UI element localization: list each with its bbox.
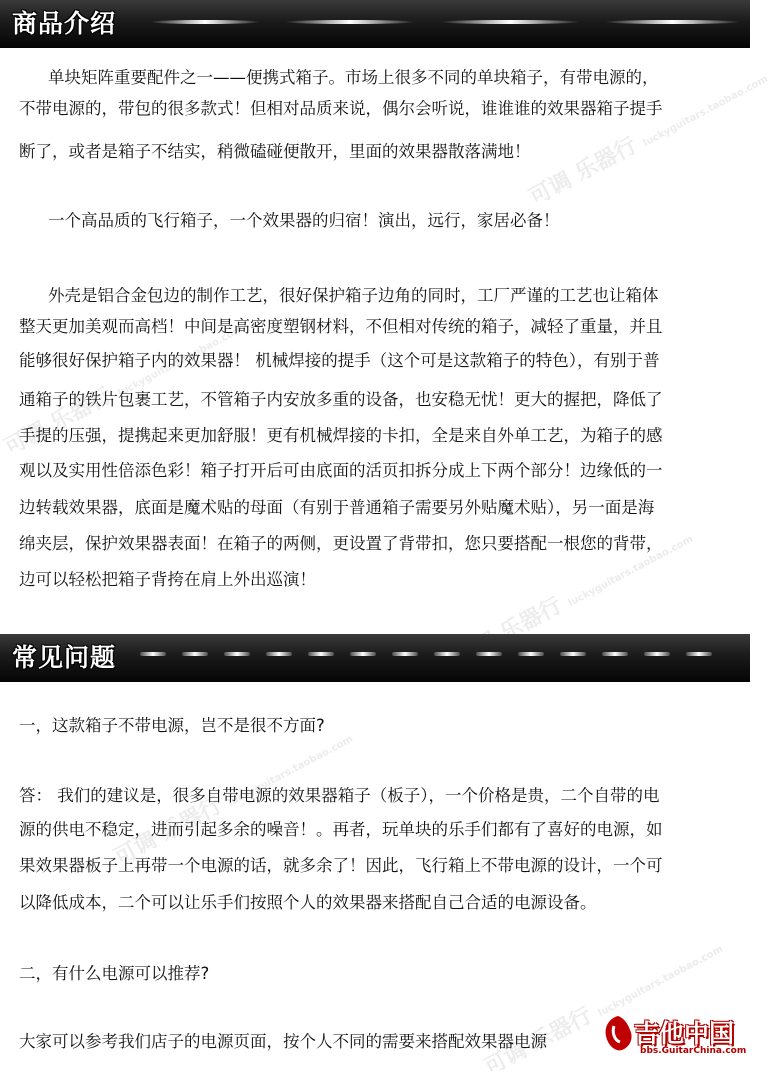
watermark: 可调 乐器行 luckyguitars.taobao.com [450,533,695,671]
watermark: 可调 乐器行 luckyguitars.taobao.com [525,73,770,211]
product-intro-line: 手提的压强，提携起来更加舒服！更有机械焊接的卡扣，全是来自外单工艺，为箱子的感 [19,426,663,445]
decor-swoosh [605,20,740,24]
faq-answer-line: 以降低成本，二个可以让乐手们按照个人的效果器来搭配自己合适的电源设备。 [19,893,597,912]
decor-dash [518,652,544,656]
watermark: 可调 乐器行 luckyguitars.taobao.com [0,323,245,461]
product-intro-line: 不带电源的，带包的很多款式！但相对品质来说，偶尔会听说，谁谁谁的效果器箱子提手 [19,99,663,118]
product-intro-line: 能够很好保护箱子内的效果器！ 机械焊接的提手（这个可是这款箱子的特色），有别于普 [19,351,660,370]
product-intro-line: 观以及实用性倍添色彩！箱子打开后可由底面的活页扣拆分成上下两个部分！边缘低的一 [19,461,663,480]
decor-dash [392,652,418,656]
faq-answer-line: 源的供电不稳定，进而引起多余的噪音！。再者，玩单块的乐手们都有了喜好的电源，如 [19,820,663,839]
faq-question: 一，这款箱子不带电源，岂不是很不方面? [19,716,325,735]
product-intro-line: 绵夹层，保护效果器表面！在箱子的两侧，更设置了背带扣，您只要搭配一根您的背带， [19,534,663,553]
decor-dash [686,652,712,656]
decor-dash [560,652,586,656]
faq-answer-line: 果效果器板子上再带一个电源的话，就多余了！因此，飞行箱上不带电源的设计，一个可 [19,856,663,875]
decor-dash [140,652,166,656]
product-intro-line: 一个高品质的飞行箱子，一个效果器的归宿！演出，远行，家居必备！ [48,211,560,230]
decor-swoosh [150,20,260,24]
decor-dash [308,652,334,656]
product-intro-line: 边转载效果器，底面是魔术贴的母面（有别于普通箱子需要另外贴魔术贴），另一面是海 [19,498,655,517]
product-intro-line: 边可以轻松把箱子背挎在肩上外出巡演！ [19,570,316,589]
section-header-faq [0,634,750,682]
decor-dash [182,652,208,656]
decor-dash [266,652,292,656]
product-intro-line: 单块矩阵重要配件之一——便携式箱子。市场上很多不同的单块箱子，有带电源的， [48,68,659,87]
decor-dash [476,652,502,656]
product-intro-line: 通箱子的铁片包裹工艺，不管箱子内安放多重的设备，也安稳无忧！更大的握把，降低了 [19,390,663,409]
section-header-product-intro [0,0,750,48]
decor-dash [644,652,670,656]
guitar-logo-icon [600,1014,636,1054]
faq-answer-line: 答： 我们的建议是，很多自带电源的效果器箱子（板子），一个价格是贵，二个自带的电 [19,786,660,805]
section-title: 商品介绍 [12,9,117,38]
decor-dash [350,652,376,656]
faq-answer-line: 大家可以参考我们店子的电源页面，按个人不同的需要来搭配效果器电源 [19,1032,547,1051]
watermark: 可调 乐器行 luckyguitars.taobao.com [480,943,725,1081]
decor-swoosh [285,20,415,24]
product-intro-line: 整天更加美观而高档！中间是高密度塑钢材料，不但相对传统的箱子，减轻了重量，并且 [19,317,663,336]
logo-url: bbs.GuitarChina.com [640,1046,747,1056]
product-intro-line: 断了，或者是箱子不结实，稍微磕碰便散开，里面的效果器散落满地！ [19,142,531,161]
decor-dash [602,652,628,656]
decor-swoosh [440,20,580,24]
decor-dash [224,652,250,656]
faq-question: 二，有什么电源可以推荐? [19,964,210,983]
logo-text: 吉他中国 [634,1019,735,1048]
decor-dash [434,652,460,656]
guitarchina-logo [600,1012,746,1060]
section-title: 常见问题 [12,643,117,672]
watermark: 可调 乐器行 luckyguitars.taobao.com [110,733,355,871]
product-intro-line: 外壳是铝合金包边的制作工艺，很好保护箱子边角的同时，工厂严谨的工艺也让箱体 [48,286,659,305]
